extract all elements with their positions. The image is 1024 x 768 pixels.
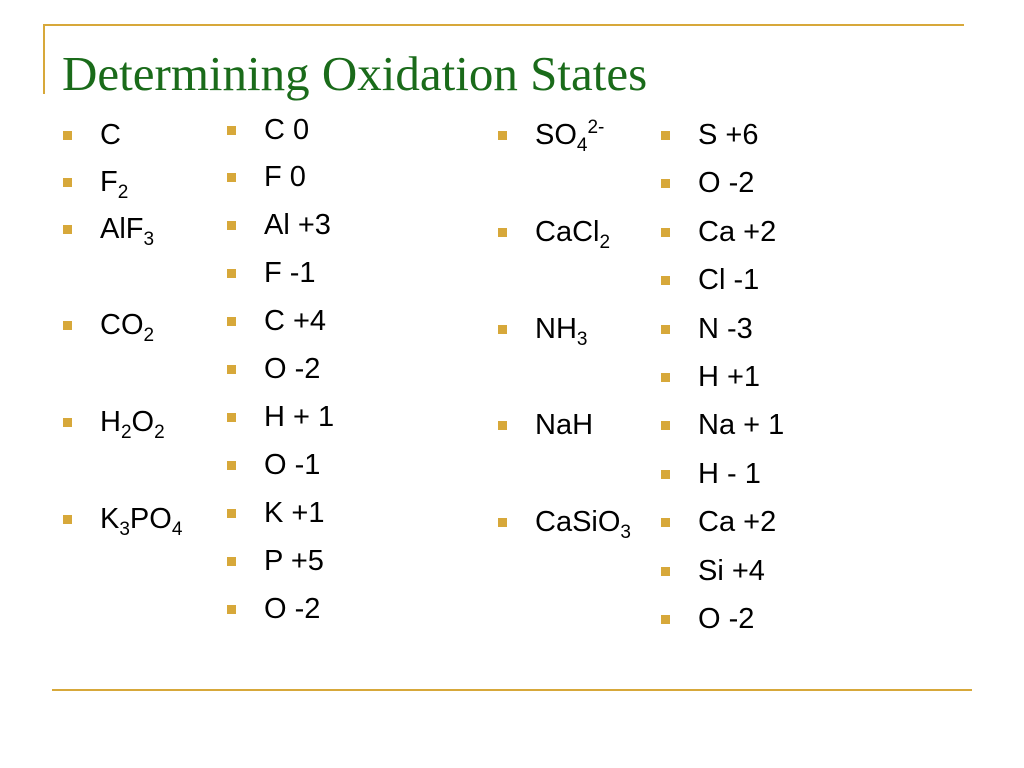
compound-formula [100, 308, 154, 346]
bullet-square-icon [661, 228, 670, 237]
oxidation-state-text: H +1 [698, 361, 761, 393]
bullet-square-icon [227, 557, 236, 566]
compound-formula [100, 165, 128, 203]
formula-text: F [100, 166, 118, 198]
compound-formula [535, 215, 610, 253]
bullet-square-icon [661, 373, 670, 382]
oxidation-state-text: Cl -1 [698, 264, 760, 296]
formula-text: CO [100, 309, 144, 341]
slide-frame-bottom-line [52, 689, 972, 691]
subscript: 3 [143, 229, 155, 250]
compound-formula [535, 505, 631, 543]
bullet-square-icon [63, 321, 72, 330]
bullet-square-icon [498, 518, 507, 527]
formula-text: CaSiO [535, 506, 621, 538]
bullet-square-icon [227, 317, 236, 326]
formula-text: PO [129, 503, 172, 535]
formula-text: H [100, 406, 121, 438]
formula-text: NH [535, 313, 577, 345]
superscript: 2- [587, 117, 605, 138]
slide-frame-top-line [43, 24, 964, 26]
subscript: 2 [143, 325, 155, 346]
oxidation-state-text: Na + 1 [698, 409, 785, 441]
bullet-square-icon [63, 225, 72, 234]
bullet-square-icon [661, 276, 670, 285]
compound-formula [100, 212, 154, 250]
compound-formula [535, 312, 587, 350]
oxidation-state-text: N -3 [698, 313, 753, 345]
subscript: 2 [599, 232, 611, 253]
formula-text: O [131, 406, 155, 438]
compound-formula [100, 502, 182, 540]
formula-text: CaCl [535, 216, 600, 248]
oxidation-state-text: H - 1 [698, 458, 761, 490]
bullet-square-icon [227, 509, 236, 518]
bullet-square-icon [661, 179, 670, 188]
subscript: 3 [119, 519, 130, 540]
bullet-square-icon [661, 421, 670, 430]
bullet-square-icon [661, 131, 670, 140]
oxidation-state-text: Ca +2 [698, 506, 777, 538]
formula-text: AlF [100, 213, 144, 245]
slide-frame-left-line [43, 24, 45, 94]
bullet-square-icon [227, 461, 236, 470]
oxidation-state-text: K +1 [264, 497, 325, 529]
oxidation-state-text: Si +4 [698, 555, 765, 587]
bullet-square-icon [498, 421, 507, 430]
bullet-square-icon [227, 173, 236, 182]
formula-text: K [100, 503, 120, 535]
bullet-square-icon [227, 269, 236, 278]
subscript: 2 [120, 422, 132, 443]
subscript: 4 [171, 519, 183, 540]
bullet-square-icon [498, 131, 507, 140]
oxidation-state-text: Ca +2 [698, 216, 777, 248]
bullet-square-icon [227, 126, 236, 135]
oxidation-state-text: F -1 [264, 257, 316, 289]
oxidation-state-text: O -2 [698, 167, 755, 199]
oxidation-state-text: P +5 [264, 545, 324, 577]
oxidation-state-text: C +4 [264, 305, 327, 337]
oxidation-state-text: C 0 [264, 114, 310, 146]
compound-formula [100, 405, 165, 443]
oxidation-state-text: O -2 [698, 603, 755, 635]
bullet-square-icon [498, 325, 507, 334]
formula-text: NaH [535, 409, 594, 441]
oxidation-state-text: O -2 [264, 353, 321, 385]
subscript: 3 [620, 522, 631, 543]
oxidation-state-text: F 0 [264, 161, 306, 193]
bullet-square-icon [227, 365, 236, 374]
bullet-square-icon [661, 567, 670, 576]
bullet-square-icon [227, 221, 236, 230]
oxidation-state-text: O -2 [264, 593, 321, 625]
subscript: 3 [576, 329, 588, 350]
bullet-square-icon [227, 413, 236, 422]
formula-text: SO [535, 119, 577, 151]
bullet-square-icon [63, 515, 72, 524]
bullet-square-icon [661, 325, 670, 334]
bullet-square-icon [63, 418, 72, 427]
bullet-square-icon [63, 178, 72, 187]
compound-formula [100, 118, 121, 152]
compound-formula [535, 118, 604, 156]
slide-title: Determining Oxidation States [62, 46, 648, 101]
bullet-square-icon [63, 131, 72, 140]
bullet-square-icon [661, 470, 670, 479]
formula-text: C [100, 119, 121, 151]
oxidation-state-text: O -1 [264, 449, 321, 481]
bullet-square-icon [661, 615, 670, 624]
subscript: 2 [117, 182, 129, 203]
subscript: 2 [154, 422, 165, 443]
compound-formula [535, 408, 593, 442]
oxidation-state-text: Al +3 [264, 209, 331, 241]
subscript: 4 [576, 135, 588, 156]
bullet-square-icon [227, 605, 236, 614]
bullet-square-icon [661, 518, 670, 527]
oxidation-state-text: S +6 [698, 119, 759, 151]
bullet-square-icon [498, 228, 507, 237]
oxidation-state-text: H + 1 [264, 401, 335, 433]
